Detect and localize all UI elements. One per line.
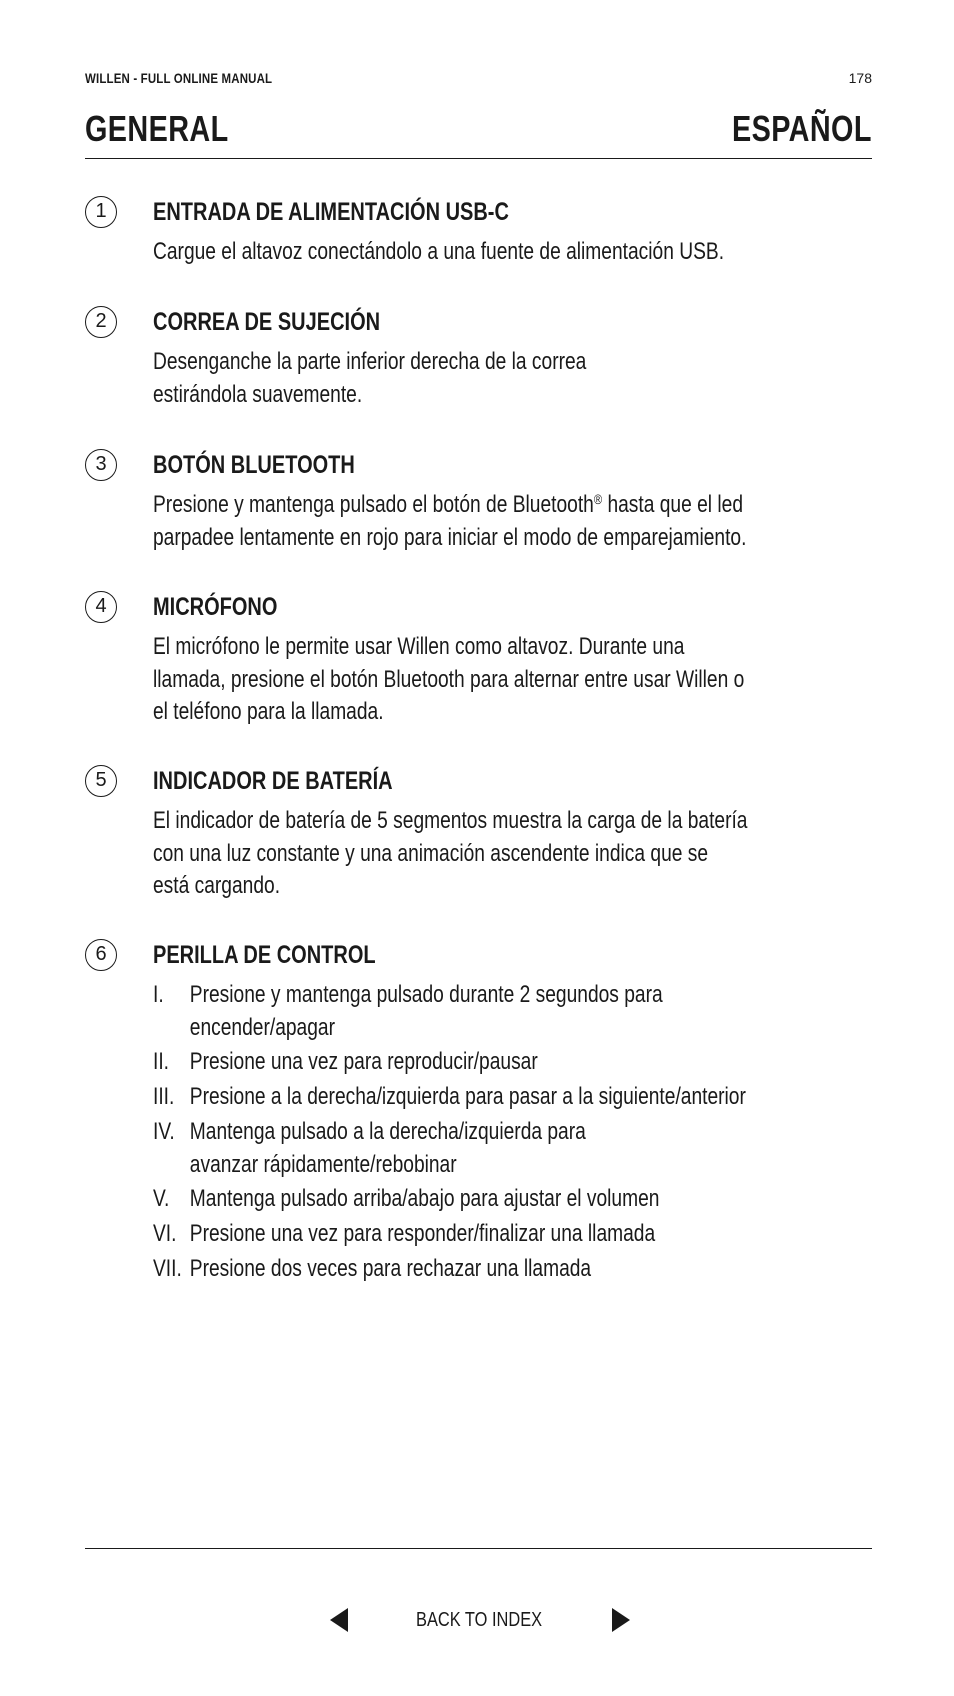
triangle-right-icon[interactable] bbox=[612, 1608, 630, 1632]
list-numeral: V. bbox=[153, 1185, 170, 1212]
description-line: con una luz constante y una animación ascendente indica que se bbox=[153, 839, 709, 867]
list-item-text bbox=[190, 979, 663, 1044]
list-numeral: II. bbox=[153, 1048, 170, 1075]
list-item-text bbox=[190, 1081, 746, 1114]
item-title: CORREA DE SUJECIÓN bbox=[153, 308, 381, 336]
item-title: PERILLA DE CONTROL bbox=[153, 941, 376, 969]
description-line: está cargando. bbox=[153, 872, 281, 899]
list-item-text bbox=[190, 1253, 591, 1286]
language-label: ESPAÑOL bbox=[732, 108, 872, 149]
item-title: INDICADOR DE BATERÍA bbox=[153, 767, 393, 795]
header-divider bbox=[85, 158, 872, 159]
back-to-index-link[interactable]: BACK TO INDEX bbox=[416, 1609, 543, 1631]
registered-mark: ® bbox=[593, 491, 603, 507]
list-item-line: avanzar rápidamente/rebobinar bbox=[189, 1150, 457, 1178]
description-line: parpadee lentamente en rojo para iniciar el modo de emparejamiento. bbox=[153, 523, 747, 551]
item-number-badge: 2 bbox=[85, 306, 117, 338]
description-line: el teléfono para la llamada. bbox=[153, 698, 384, 725]
item-number-badge: 4 bbox=[85, 591, 117, 623]
list-item-line: Presione una vez para reproducir/pausar bbox=[189, 1048, 538, 1075]
item-description bbox=[153, 236, 724, 269]
list-item-line: Mantenga pulsado a la derecha/izquierda para bbox=[189, 1118, 586, 1145]
list-item-text bbox=[190, 1218, 655, 1251]
footer-navigation bbox=[0, 1604, 954, 1638]
item-title: MICRÓFONO bbox=[153, 593, 278, 621]
list-item-line: encender/apagar bbox=[189, 1013, 335, 1041]
list-numeral: IV. bbox=[153, 1118, 175, 1145]
list-item-text bbox=[190, 1046, 538, 1079]
list-item-text bbox=[190, 1116, 586, 1181]
item-title: ENTRADA DE ALIMENTACIÓN USB-C bbox=[153, 198, 509, 226]
list-item-line: Presione una vez para responder/finalizar una llamada bbox=[189, 1220, 656, 1247]
triangle-left-icon[interactable] bbox=[330, 1608, 348, 1632]
item-description bbox=[153, 489, 746, 554]
item-number-badge: 6 bbox=[85, 939, 117, 971]
page-number: 178 bbox=[848, 70, 872, 86]
list-numeral: III. bbox=[153, 1083, 175, 1110]
list-item-line: Presione dos veces para rechazar una llamada bbox=[189, 1255, 592, 1282]
list-item-line: Presione y mantenga pulsado durante 2 segundos para bbox=[189, 981, 663, 1008]
description-text: Presione y mantenga pulsado el botón de Bluetooth bbox=[153, 491, 594, 518]
item-number-badge: 5 bbox=[85, 765, 117, 797]
item-description bbox=[153, 631, 744, 729]
list-item-line: Presione a la derecha/izquierda para pasar a la siguiente/anterior bbox=[189, 1083, 746, 1110]
description-line bbox=[153, 489, 746, 522]
section-heading-general: GENERAL bbox=[85, 108, 229, 149]
footer-divider bbox=[85, 1548, 872, 1549]
description-line: El micrófono le permite usar Willen como altavoz. Durante una bbox=[153, 633, 685, 660]
description-line: llamada, presione el botón Bluetooth para alternar entre usar Willen o bbox=[153, 665, 745, 693]
description-line: Cargue el altavoz conectándolo a una fuente de alimentación USB. bbox=[153, 238, 725, 265]
running-header bbox=[85, 70, 872, 88]
list-numeral: VII. bbox=[153, 1255, 182, 1282]
section-heading-language bbox=[697, 108, 872, 150]
description-line: Desenganche la parte inferior derecha de la correa bbox=[153, 348, 587, 375]
document-title: WILLEN - FULL ONLINE MANUAL bbox=[85, 70, 273, 86]
description-line: estirándola suavemente. bbox=[153, 380, 363, 408]
list-item-line: Mantenga pulsado arriba/abajo para ajustar el volumen bbox=[189, 1185, 660, 1212]
item-description bbox=[153, 346, 586, 411]
item-title: BOTÓN BLUETOOTH bbox=[153, 451, 355, 479]
item-description bbox=[153, 805, 747, 903]
item-number-badge: 1 bbox=[85, 196, 117, 228]
list-item-text bbox=[190, 1183, 660, 1216]
item-number-badge: 3 bbox=[85, 449, 117, 481]
list-numeral: VI. bbox=[153, 1220, 177, 1247]
description-text: hasta que el led bbox=[602, 491, 744, 518]
description-line: El indicador de batería de 5 segmentos muestra la carga de la batería bbox=[153, 807, 748, 834]
list-numeral: I. bbox=[153, 981, 164, 1008]
